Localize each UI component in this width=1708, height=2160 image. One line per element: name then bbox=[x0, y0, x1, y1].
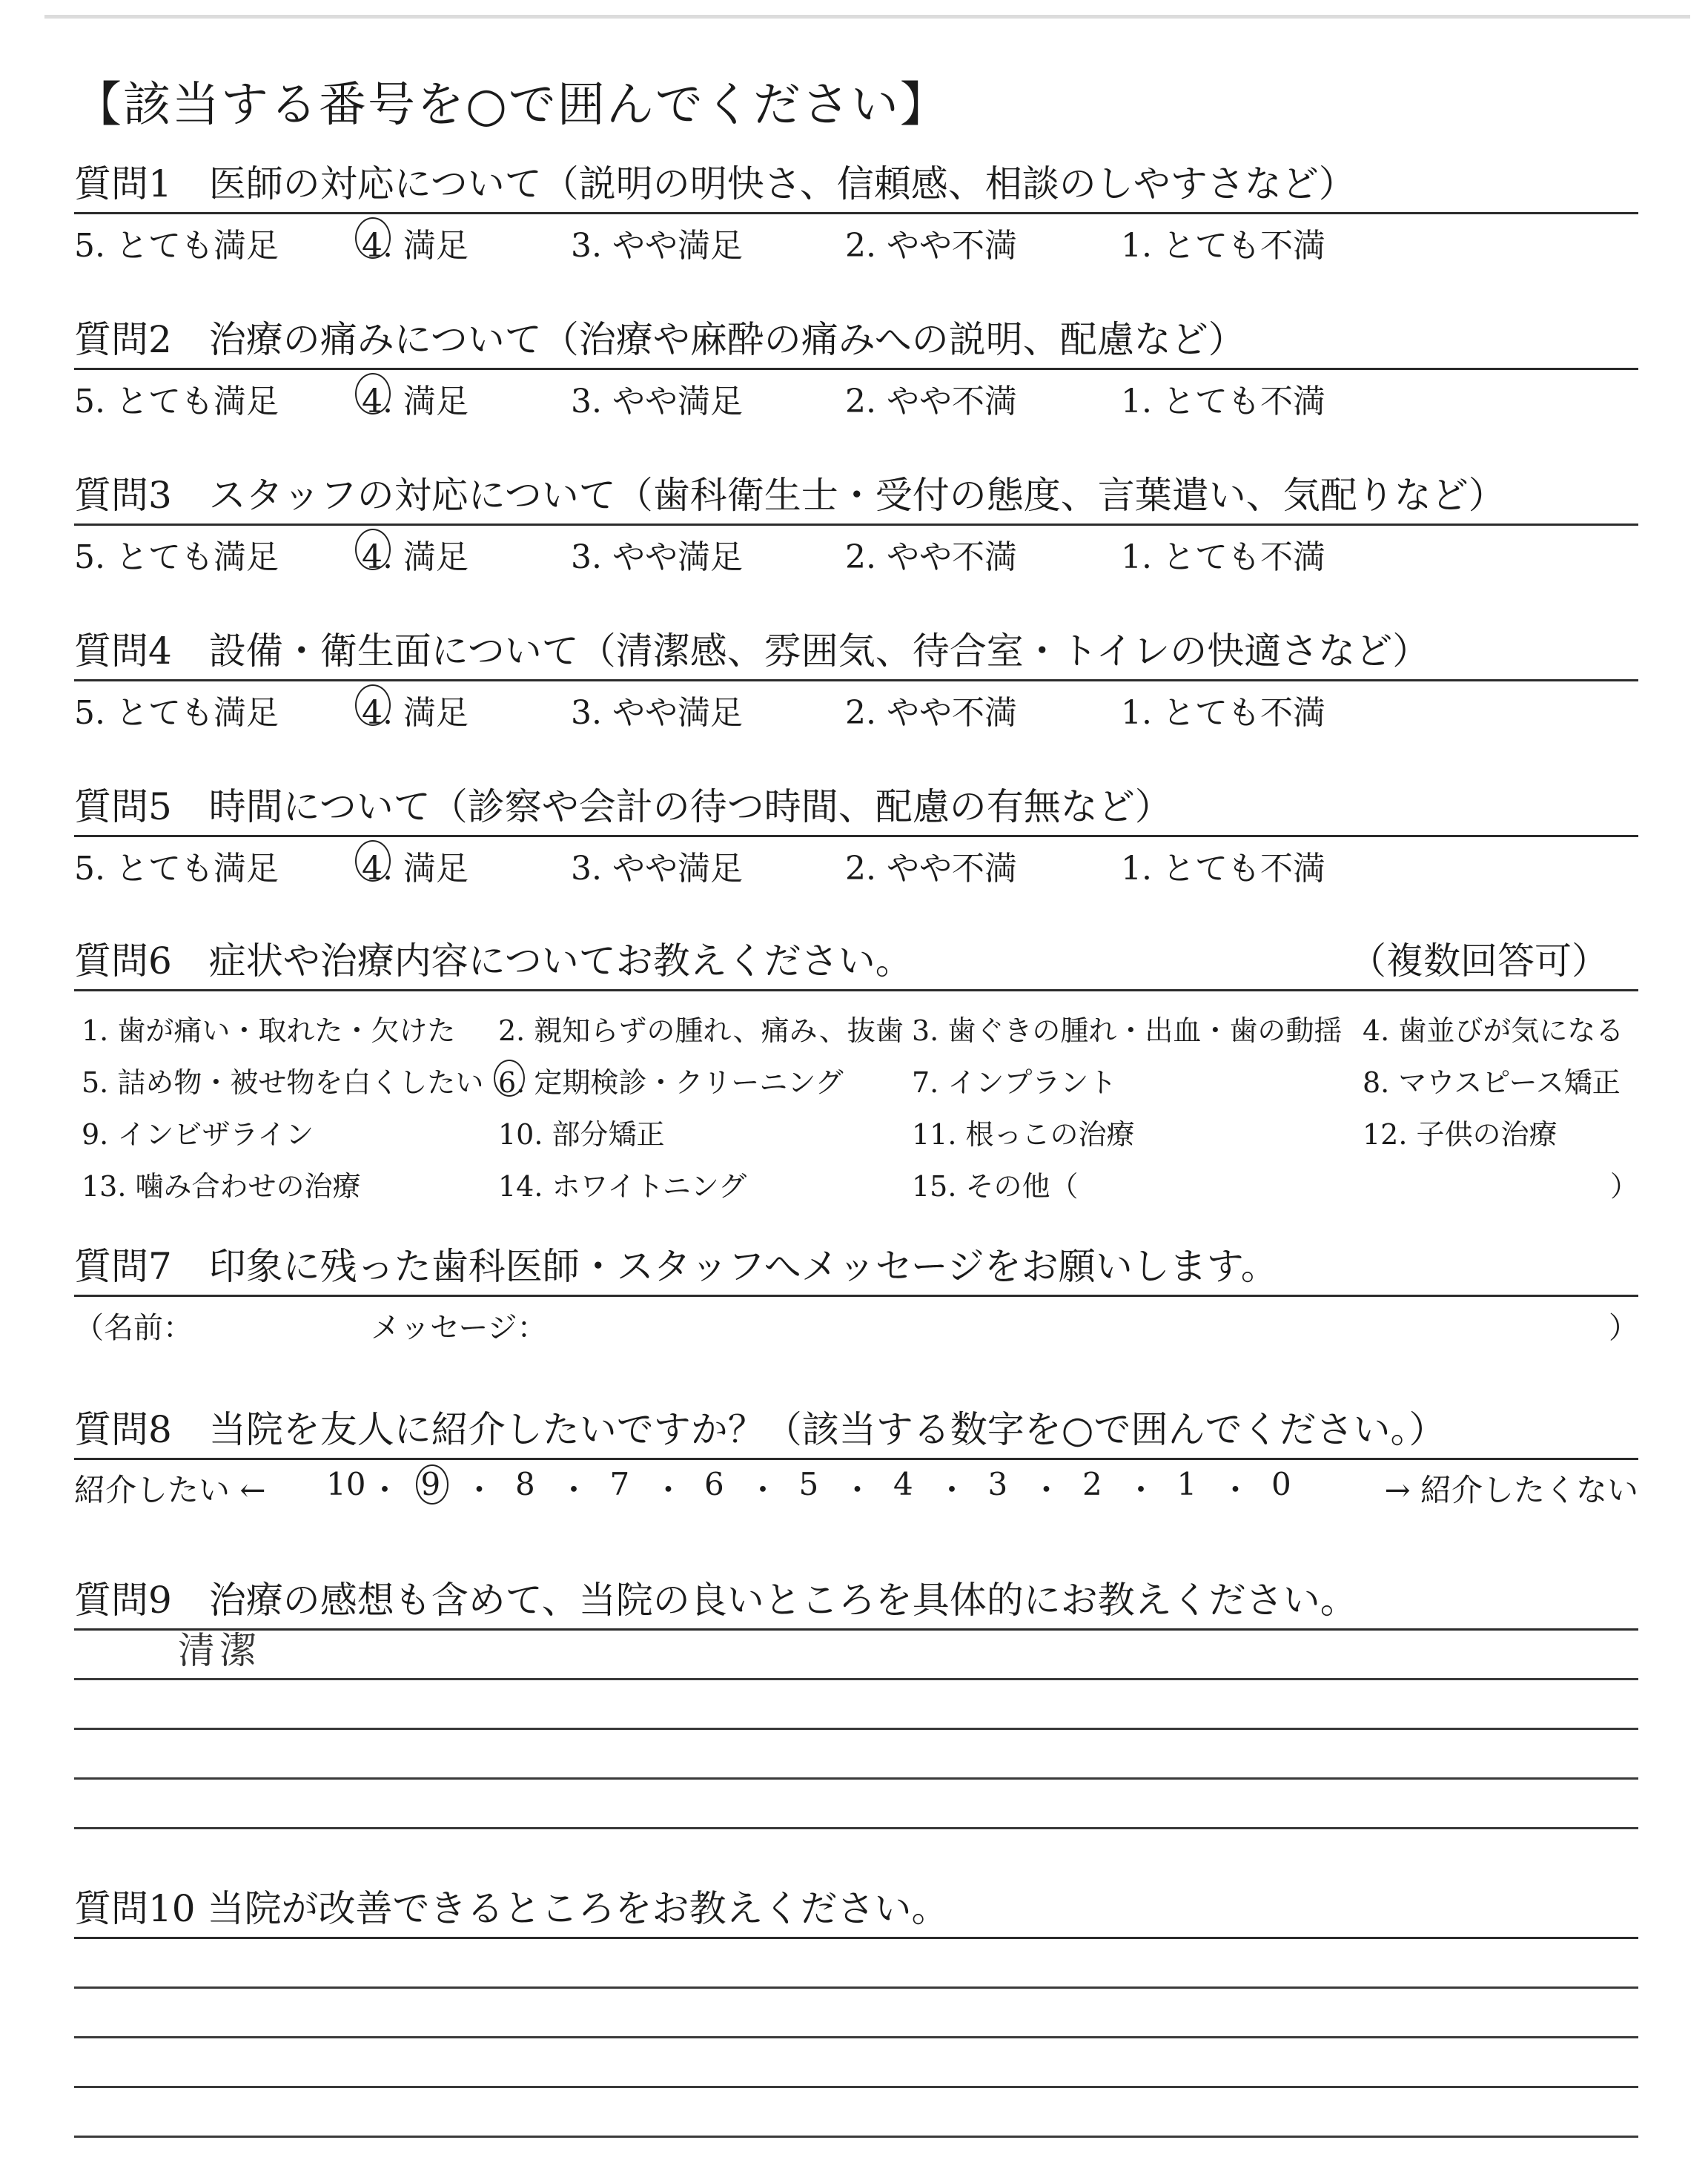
option-3[interactable]: 3. 歯ぐきの腫れ・出血・歯の動揺 bbox=[912, 1014, 1343, 1047]
option-4[interactable]: 4. 満足 bbox=[362, 842, 469, 889]
question-5 bbox=[74, 779, 1638, 888]
scale-value-0[interactable] bbox=[1271, 1466, 1291, 1502]
option-4[interactable]: 4. 満足 bbox=[362, 530, 469, 578]
question-3-title: 質問3 スタッフの対応について（歯科衛生士・受付の態度、言葉遣い、気配りなど） bbox=[74, 474, 1506, 517]
rating-options bbox=[74, 681, 1638, 732]
scale-value-9[interactable] bbox=[421, 1466, 441, 1502]
scale-value-label: 2 bbox=[1082, 1466, 1102, 1502]
scale-separator: ・ bbox=[1030, 1472, 1062, 1508]
question-6 bbox=[74, 933, 1638, 1208]
question-5-title: 質問5 時間について（診察や会計の待つ時間、配慮の有無など） bbox=[74, 785, 1172, 828]
option-4[interactable]: 4. 歯並びが気になる bbox=[1363, 1014, 1624, 1047]
multiple-answers-note: （複数回答可） bbox=[1349, 939, 1609, 982]
option-14[interactable]: 14. ホワイトニング bbox=[498, 1170, 747, 1203]
question-1-title: 質問1 医師の対応について（説明の明快さ、信頼感、相談のしやすさなど） bbox=[74, 162, 1356, 205]
option-1[interactable]: 1. とても不満 bbox=[1121, 227, 1325, 265]
option-11[interactable]: 11. 根っこの治療 bbox=[912, 1118, 1135, 1151]
answer-line bbox=[74, 1937, 1638, 1939]
scale-value-label: 10 bbox=[326, 1466, 366, 1502]
answer-line bbox=[74, 2136, 1638, 2138]
option-2[interactable]: 2. 親知らずの腫れ、痛み、抜歯 bbox=[498, 1014, 904, 1047]
option-7[interactable]: 7. インプラント bbox=[912, 1066, 1117, 1099]
question-3 bbox=[74, 467, 1638, 576]
question-1 bbox=[74, 156, 1638, 265]
option-2[interactable]: 2. やや不満 bbox=[845, 227, 1017, 265]
scale-left-label: 紹介したい ← bbox=[74, 1472, 266, 1508]
question-7-title: 質問7 印象に残った歯科医師・スタッフへメッセージをお願いします。 bbox=[74, 1245, 1278, 1288]
rating-options bbox=[74, 837, 1638, 888]
answer-line bbox=[74, 2086, 1638, 2088]
answer-line bbox=[74, 1777, 1638, 1780]
question-4-title: 質問4 設備・衛生面について（清潔感、雰囲気、待合室・トイレの快適さなど） bbox=[74, 630, 1430, 673]
option-15-other[interactable]: 15. その他（ bbox=[912, 1170, 1079, 1203]
option-1[interactable]: 1. とても不満 bbox=[1121, 850, 1325, 888]
scale-separator: ・ bbox=[1219, 1472, 1251, 1508]
top-border bbox=[44, 15, 1690, 19]
option-10[interactable]: 10. 部分矯正 bbox=[498, 1118, 665, 1151]
question-2-title: 質問2 治療の痛みについて（治療や麻酔の痛みへの説明、配慮など） bbox=[74, 318, 1245, 361]
scale-value-6[interactable] bbox=[704, 1466, 724, 1502]
question-9-title: 質問9 治療の感想も含めて、当院の良いところを具体的にお教えください。 bbox=[74, 1579, 1357, 1622]
scale-value-label: 0 bbox=[1271, 1466, 1291, 1502]
name-label: （名前： bbox=[74, 1311, 193, 1345]
option-5[interactable]: 5. とても満足 bbox=[74, 227, 279, 265]
scale-separator: ・ bbox=[652, 1472, 684, 1508]
message-close-paren: ） bbox=[1609, 1311, 1638, 1345]
question-7 bbox=[74, 1238, 1638, 1346]
option-3[interactable]: 3. やや満足 bbox=[571, 227, 743, 265]
option-2[interactable]: 2. やや不満 bbox=[845, 538, 1017, 576]
option-12[interactable]: 12. 子供の治療 bbox=[1363, 1118, 1558, 1151]
option-2[interactable]: 2. やや不満 bbox=[845, 383, 1017, 420]
option-5[interactable]: 5. とても満足 bbox=[74, 694, 279, 732]
scale-separator: ・ bbox=[747, 1472, 779, 1508]
question-9 bbox=[74, 1572, 1638, 1829]
scale-value-3[interactable] bbox=[988, 1466, 1008, 1502]
option-3[interactable]: 3. やや満足 bbox=[571, 850, 743, 888]
scale-separator: ・ bbox=[558, 1472, 590, 1508]
message-line bbox=[74, 1297, 1638, 1346]
scale-separator: ・ bbox=[369, 1472, 401, 1508]
option-1[interactable]: 1. とても不満 bbox=[1121, 383, 1325, 420]
option-2[interactable]: 2. やや不満 bbox=[845, 850, 1017, 888]
option-1[interactable]: 1. とても不満 bbox=[1121, 538, 1325, 576]
rating-options bbox=[74, 526, 1638, 576]
scale-value-label: 3 bbox=[987, 1466, 1008, 1502]
scale-separator: ・ bbox=[841, 1472, 873, 1508]
answer-line bbox=[74, 1986, 1638, 1989]
scale-separator: ・ bbox=[936, 1472, 968, 1508]
recommend-scale bbox=[74, 1460, 1638, 1513]
option-3[interactable]: 3. やや満足 bbox=[571, 383, 743, 420]
scale-value-10[interactable] bbox=[326, 1466, 365, 1502]
option-8[interactable]: 8. マウスピース矯正 bbox=[1363, 1066, 1621, 1099]
option-13[interactable]: 13. 噛み合わせの治療 bbox=[82, 1170, 361, 1203]
question-8-title: 質問8 当院を友人に紹介したいですか？（該当する数字を○で囲んでください。） bbox=[74, 1408, 1446, 1451]
rating-options bbox=[74, 370, 1638, 420]
option-6[interactable]: 6. 定期検診・クリーニング bbox=[498, 1066, 844, 1099]
option-1[interactable]: 1. とても不満 bbox=[1121, 694, 1325, 732]
scale-separator: ・ bbox=[1125, 1472, 1157, 1508]
scale-value-label: 1 bbox=[1176, 1466, 1197, 1502]
option-5[interactable]: 5. とても満足 bbox=[74, 538, 279, 576]
option-1[interactable]: 1. 歯が痛い・取れた・欠けた bbox=[82, 1014, 456, 1047]
rating-options bbox=[74, 214, 1638, 265]
option-4[interactable]: 4. 満足 bbox=[362, 686, 469, 733]
symptom-options bbox=[74, 991, 1638, 1208]
answer-line bbox=[74, 1827, 1638, 1829]
option-2[interactable]: 2. やや不満 bbox=[845, 694, 1017, 732]
answer-line bbox=[74, 1728, 1638, 1730]
scale-right-label: → 紹介したくない bbox=[1384, 1472, 1638, 1508]
answer-line bbox=[74, 1628, 1638, 1631]
question-10 bbox=[74, 1880, 1638, 2138]
scale-value-7[interactable] bbox=[610, 1466, 630, 1502]
option-3[interactable]: 3. やや満足 bbox=[571, 694, 743, 732]
option-4[interactable]: 4. 満足 bbox=[362, 374, 469, 422]
question-6-title: 質問6 症状や治療内容についてお教えください。 （複数回答可） bbox=[74, 933, 1638, 989]
option-9[interactable]: 9. インビザライン bbox=[82, 1118, 314, 1151]
question-4 bbox=[74, 623, 1638, 732]
option-5[interactable]: 5. とても満足 bbox=[74, 850, 279, 888]
scale-value-label: 4 bbox=[893, 1466, 913, 1502]
question-10-title: 質問10 当院が改善できるところをお教えください。 bbox=[74, 1887, 949, 1930]
message-label: メッセージ： bbox=[371, 1311, 547, 1345]
scale-value-5[interactable] bbox=[799, 1466, 819, 1502]
scale-value-label: 7 bbox=[609, 1466, 630, 1502]
scale-value-2[interactable] bbox=[1082, 1466, 1102, 1502]
option-5[interactable]: 5. 詰め物・被せ物を白くしたい bbox=[82, 1066, 484, 1099]
handwritten-answer: 清潔 bbox=[178, 1629, 261, 1672]
option-5[interactable]: 5. とても満足 bbox=[74, 383, 279, 420]
option-3[interactable]: 3. やや満足 bbox=[571, 538, 743, 576]
page-heading: 【該当する番号を○で囲んでください】 bbox=[74, 78, 949, 133]
scale-value-label: 5 bbox=[798, 1466, 819, 1502]
other-close-paren: ） bbox=[1609, 1170, 1638, 1203]
option-4[interactable]: 4. 満足 bbox=[362, 219, 469, 266]
scale-value-label: 9 bbox=[420, 1466, 441, 1502]
question-8 bbox=[74, 1401, 1638, 1513]
question-2 bbox=[74, 311, 1638, 420]
scale-value-4[interactable] bbox=[893, 1466, 913, 1502]
scale-value-8[interactable] bbox=[515, 1466, 535, 1502]
answer-line bbox=[74, 2036, 1638, 2038]
scale-separator: ・ bbox=[463, 1472, 495, 1508]
scale-value-label: 8 bbox=[515, 1466, 535, 1502]
scale-value-1[interactable] bbox=[1177, 1466, 1197, 1502]
answer-line bbox=[74, 1678, 1638, 1680]
scale-value-label: 6 bbox=[704, 1466, 724, 1502]
